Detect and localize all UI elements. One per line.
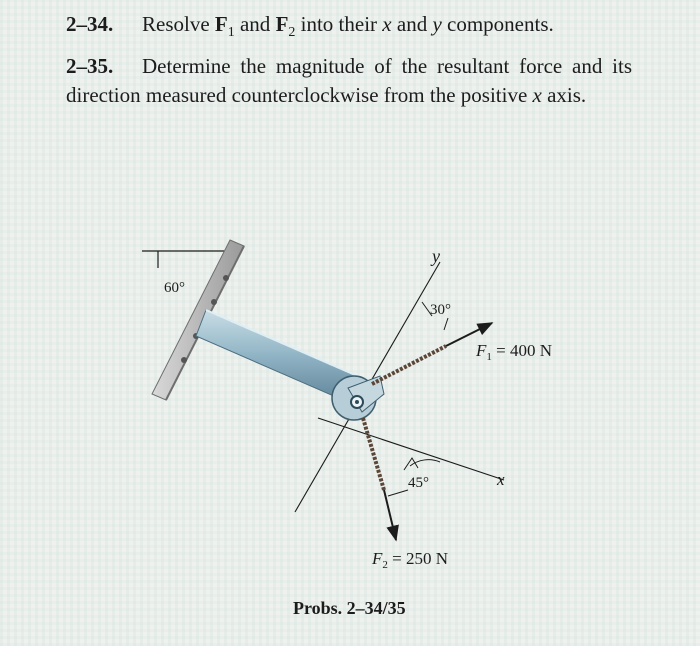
y-axis-label: y [432,246,440,266]
pin-joint [332,376,384,420]
f2-arrow [384,490,396,540]
angle-30-tick [444,318,448,330]
problem-number: 2–35. [66,54,114,78]
cable-f1 [372,346,446,384]
x-axis-label: x [497,470,505,489]
wall-angle-label: 60° [164,280,185,296]
wall-reference [142,251,226,268]
f2-label: $F_2 = 250$ N [372,549,449,571]
figure-caption: Probs. 2–34/35 [293,598,406,618]
problem-number: 2–34. [66,12,114,36]
problem-2-34: 2–34. Resolve $F_1$ and $F_2$ into their x and y components. [66,12,554,41]
angle-45-arrowhead [404,458,418,470]
cable-f2 [363,418,384,490]
f1-label: $F_1 = 400$ N [476,341,553,363]
problem-2-35: 2–35. Determine the magnitude of the resultant force and its direction measured counterclockwise from the positive x axis. [66,54,632,107]
angle-45-label: 45° [408,475,429,491]
angle-45-ref-line [388,490,408,496]
angle-30-label: 30° [430,302,451,318]
